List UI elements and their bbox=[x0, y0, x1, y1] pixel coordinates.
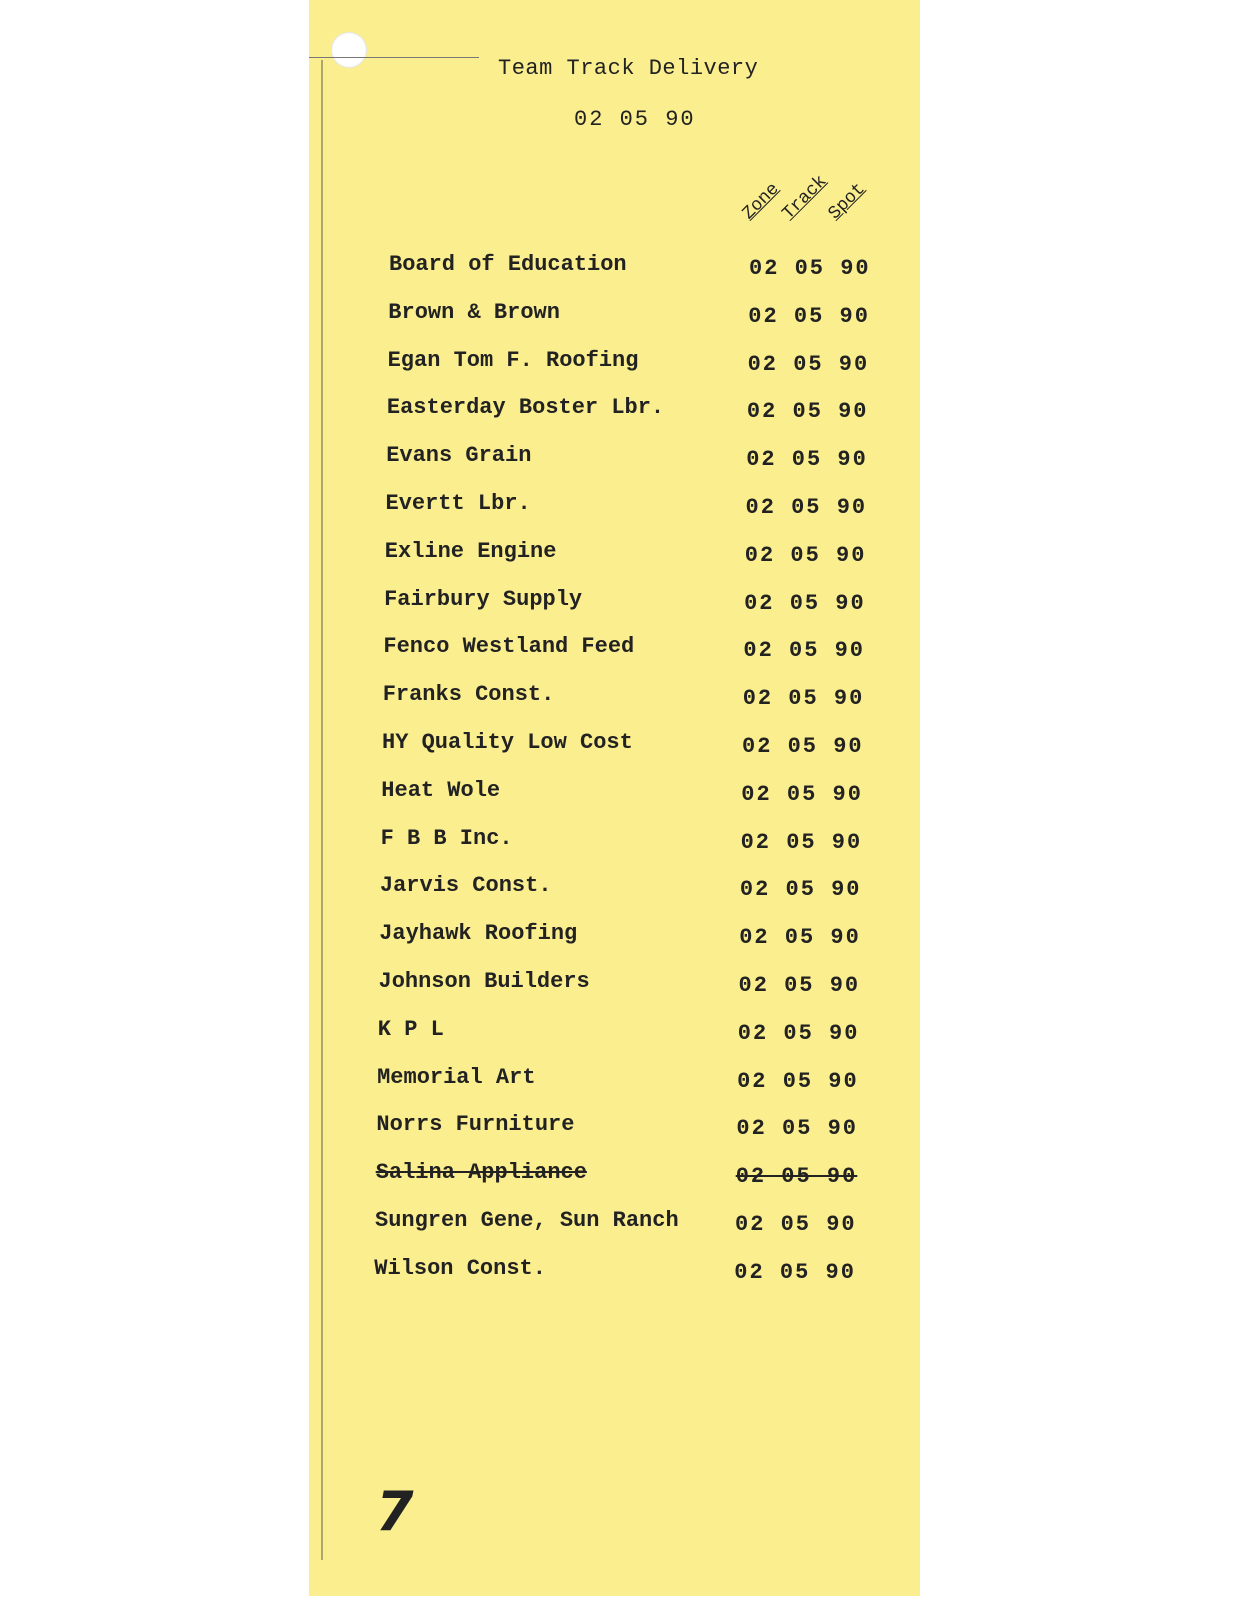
entry-name: Evans Grain bbox=[386, 443, 532, 469]
top-rule bbox=[309, 57, 479, 58]
entry-name: Fairbury Supply bbox=[384, 586, 583, 612]
entry-name: Franks Const. bbox=[382, 682, 555, 708]
entry-codes: 02 05 90 bbox=[734, 1259, 856, 1285]
entry-codes: 02 05 90 bbox=[741, 781, 863, 807]
column-header-spot: Spot bbox=[824, 179, 870, 224]
entry-name: F B B Inc. bbox=[380, 825, 513, 851]
entry-codes: 02 05 90 bbox=[738, 973, 861, 998]
entry-name: Brown & Brown bbox=[388, 299, 560, 325]
entry-name: Evertt Lbr. bbox=[385, 491, 531, 516]
entry-name: HY Quality Low Cost bbox=[382, 730, 633, 755]
entry-codes: 02 05 90 bbox=[742, 734, 864, 759]
entry-codes: 02 05 90 bbox=[747, 351, 870, 377]
entry-codes: 02 05 90 bbox=[748, 303, 870, 329]
entry-name: Jayhawk Roofing bbox=[379, 921, 578, 947]
entry-name: Heat Wole bbox=[381, 777, 501, 803]
page-title: Team Track Delivery bbox=[498, 56, 759, 81]
entry-codes: 02 05 90 bbox=[737, 1068, 859, 1094]
entry-codes: 02 05 90 bbox=[739, 877, 862, 903]
entry-codes: 02 05 90 bbox=[749, 256, 871, 281]
entry-codes: 02 05 90 bbox=[746, 447, 868, 473]
entry-name: Wilson Const. bbox=[374, 1255, 546, 1281]
entry-name: Board of Education bbox=[389, 252, 627, 277]
page-number: 7 bbox=[376, 1480, 414, 1543]
column-header-zone: Zone bbox=[738, 179, 784, 224]
entry-codes: 02 05 90 bbox=[743, 638, 866, 664]
entry-name: Sungren Gene, Sun Ranch bbox=[375, 1208, 679, 1233]
entry-name: Jarvis Const. bbox=[379, 873, 552, 899]
entry-name: Memorial Art bbox=[377, 1064, 536, 1090]
entry-codes: 02 05 90 bbox=[740, 829, 863, 855]
entry-codes: 02 05 90 bbox=[742, 686, 865, 712]
entry-codes: 02 05 90 bbox=[739, 925, 861, 951]
delivery-card bbox=[309, 0, 920, 1596]
header-date: 02 05 90 bbox=[574, 107, 696, 132]
entry-name: Easterday Boster Lbr. bbox=[386, 395, 665, 421]
entry-name: Egan Tom F. Roofing bbox=[387, 347, 639, 373]
entry-codes: 02 05 90 bbox=[746, 399, 869, 425]
entry-codes: 02 05 90 bbox=[735, 1212, 857, 1237]
entry-name: K P L bbox=[377, 1016, 444, 1042]
punch-hole bbox=[331, 32, 367, 68]
entry-name: Norrs Furniture bbox=[376, 1112, 575, 1138]
entry-name: Salina Appliance bbox=[375, 1160, 587, 1186]
entry-codes: 02 05 90 bbox=[735, 1164, 858, 1190]
entry-name: Johnson Builders bbox=[378, 969, 590, 994]
entry-name: Exline Engine bbox=[384, 538, 557, 564]
entry-name: Fenco Westland Feed bbox=[383, 634, 635, 660]
entry-codes: 02 05 90 bbox=[745, 495, 868, 520]
entry-codes: 02 05 90 bbox=[737, 1020, 860, 1046]
entry-codes: 02 05 90 bbox=[736, 1116, 859, 1142]
entry-codes: 02 05 90 bbox=[744, 542, 867, 568]
left-margin-rule bbox=[321, 60, 323, 1560]
column-header-track: Track bbox=[778, 171, 832, 224]
entry-codes: 02 05 90 bbox=[744, 590, 866, 616]
